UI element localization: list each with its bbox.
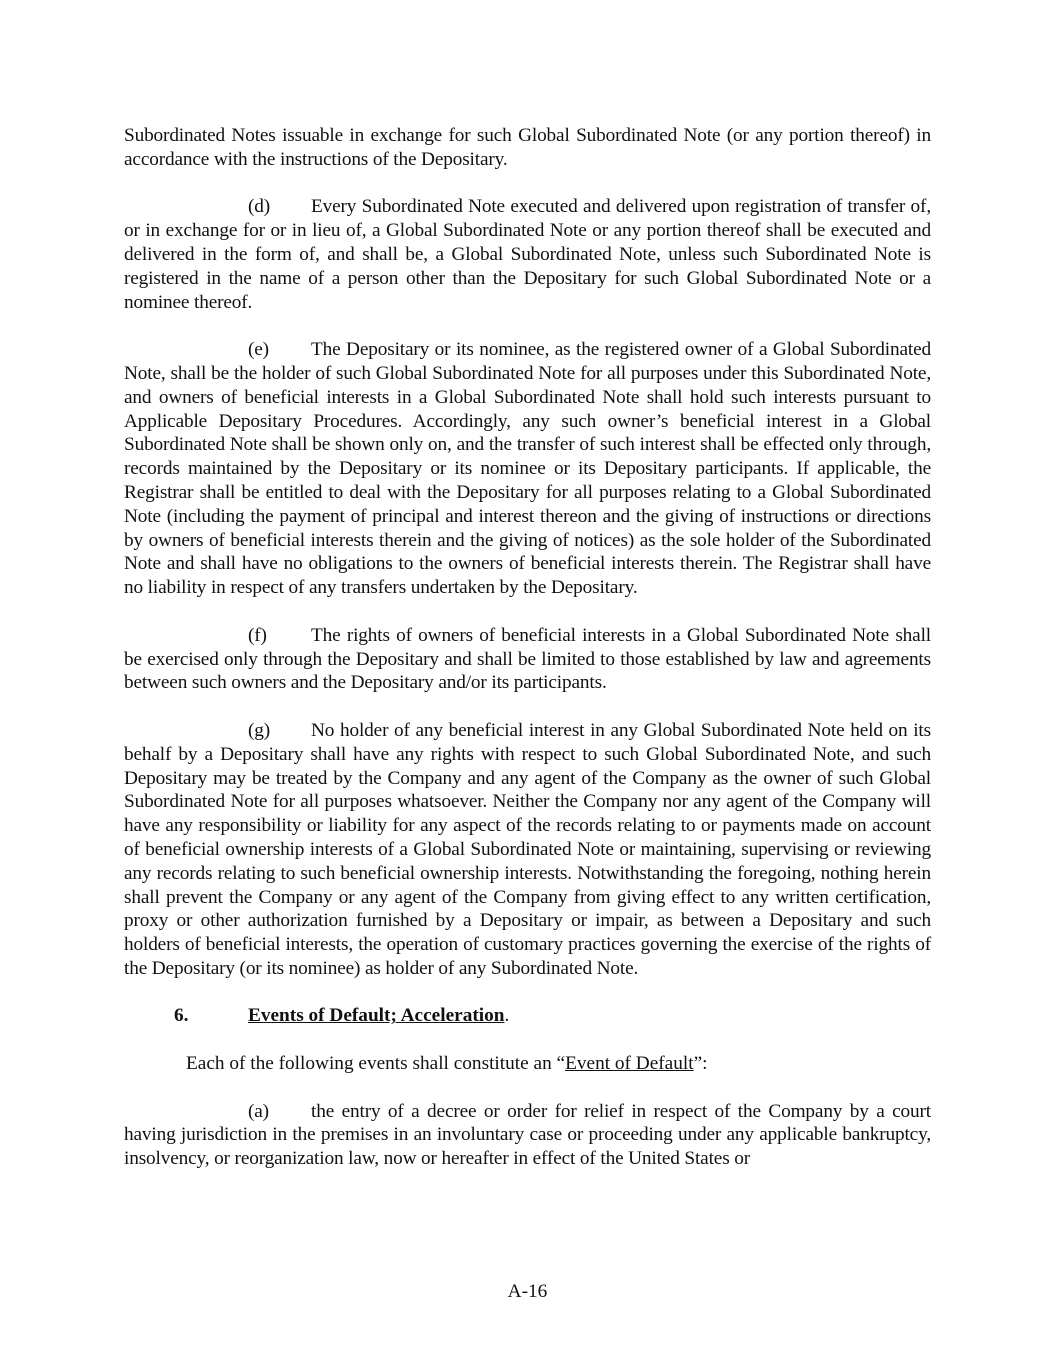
clause-d [124, 195, 931, 314]
page-number: A-16 [507, 1281, 548, 1302]
clause-text: The Depositary or its nominee, as the registered owner of a Global Subordinated Note, shall be the holder of such Global Subordinated Note for all purposes under this Subordinated Note, and owners of beneficial interests in a Global Subordinated Note shall hold such interests pursuant to Applicable Depositary Procedures. Accordingly, any such owner’s beneficial interest in a Global Subordinated Note shall be shown only on, and the transfer of such interest shall be effected only through, records maintained by the Depositary or its nominee or its Depositary participants. If applicable, the Registrar shall be entitled to deal with the Depositary for all purposes relating to a Global Subordinated Note (including the payment of principal and interest thereon and the giving of instructions or directions by owners of beneficial interests therein and the giving of notices) as the sole holder of the Subordinated Note and shall have no obligations to the owners of beneficial interests therein. The Registrar shall have no liability in respect of any transfers undertaken by the Depositary. [124, 339, 931, 599]
continuation-paragraph: Subordinated Notes issuable in exchange for such Global Subordinated Note (or any portion thereof) in accordance with the instructions of the Depositary. [124, 125, 931, 170]
intro-prefix: Each of the following events shall constitute an “ [186, 1053, 566, 1075]
section-number: 6. [174, 1005, 189, 1027]
section-title: Events of Default; Acceleration [248, 1005, 505, 1027]
clause-label: (f) [248, 624, 267, 646]
defined-term: Event of Default [565, 1053, 694, 1075]
clause-text: the entry of a decree or order for relief in respect of the Company by a court having jurisdiction in the premises in an involuntary case or proceeding under any applicable bankruptcy, insolvency, or reorganization law, now or hereafter in effect of the United States or [124, 1100, 931, 1170]
clause-f [124, 624, 931, 695]
clause-e [124, 338, 931, 600]
clause-label: (e) [248, 339, 269, 361]
section-intro [124, 1052, 931, 1076]
section-title-suffix: . [504, 1005, 510, 1027]
intro-suffix: ”: [693, 1053, 708, 1075]
clause-g [124, 719, 931, 981]
clause-text: The rights of owners of beneficial interests in a Global Subordinated Note shall be exercised only through the Depositary and shall be limited to those established by law and agreements between such owners and the Depositary and/or its participants. [124, 624, 931, 694]
clause-a [124, 1100, 931, 1171]
clause-text: No holder of any beneficial interest in any Global Subordinated Note held on its behalf by a Depositary shall have any rights with respect to such Global Subordinated Note, and such Depositary may be treated by the Company and any agent of the Company as the owner of such Global Subordinated Note for all purposes whatsoever. Neither the Company nor any agent of the Company will have any responsibility or liability for any aspect of the records relating to or payments made on account of beneficial ownership interests of a Global Subordinated Note or maintaining, supervising or reviewing any records relating to such beneficial ownership interests. Notwithstanding the foregoing, nothing herein shall prevent the Company or any agent of the Company from giving effect to any written certification, proxy or other authorization furnished by a Depositary or impair, as between a Depositary and such holders of beneficial interests, the operation of customary practices governing the exercise of the rights of the Depositary (or its nominee) as holder of any Subordinated Note. [124, 719, 931, 979]
document-page [124, 124, 931, 1195]
clause-label: (a) [248, 1100, 269, 1122]
clause-label: (d) [248, 196, 271, 218]
clause-text: Every Subordinated Note executed and delivered upon registration of transfer of, or in exchange for or in lieu of, a Global Subordinated Note or any portion thereof shall be executed and delivered in the form of, and shall be, a Global Subordinated Note, unless such Subordinated Note is registered in the name of a person other than the Depositary for such Global Subordinated Note or a nominee thereof. [124, 196, 931, 313]
clause-label: (g) [248, 719, 271, 741]
section-heading [124, 1004, 931, 1028]
